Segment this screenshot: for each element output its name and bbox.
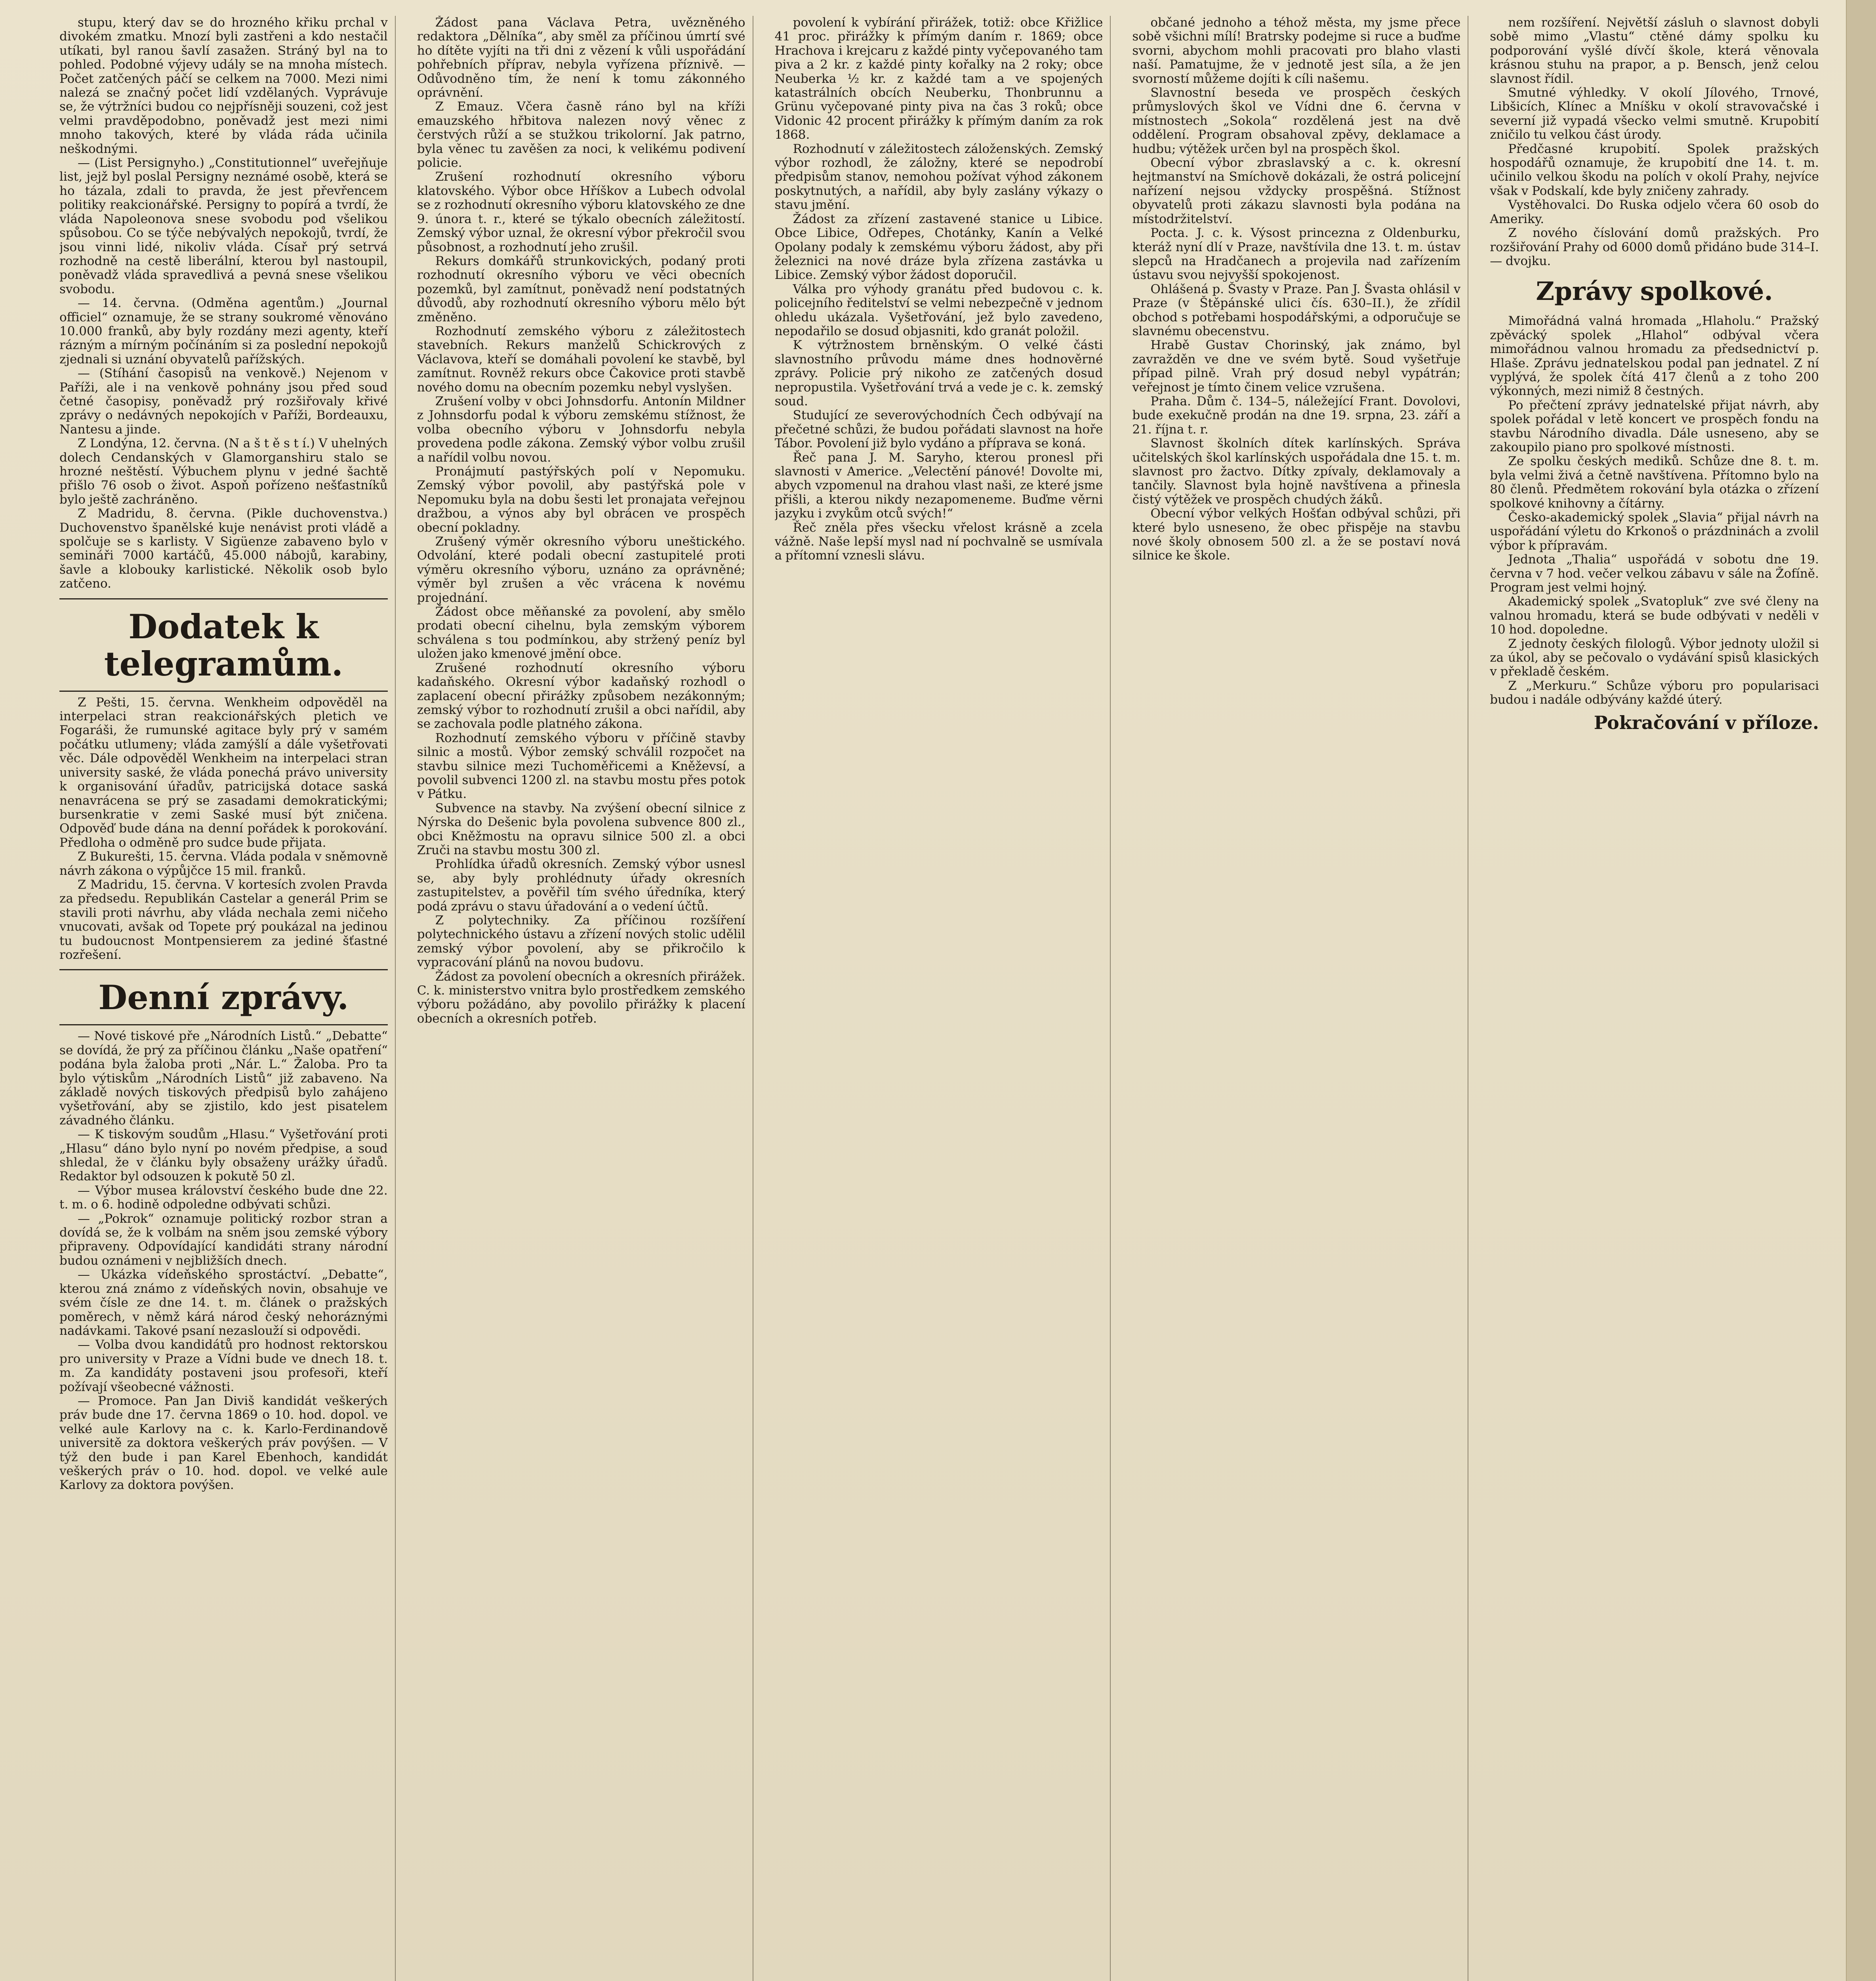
- article-paragraph: — Výbor musea království českého bude dne 22. t. m. o 6. hodině odpoledne odbývati schůzi.: [59, 1183, 388, 1212]
- article-paragraph: Z Londýna, 12. června. (N a š t ě s t í.) V uhelných dolech Cendanských v Glamorganshiru stalo se hrozné neštěstí. Výbuchem plynu v jedné šachtě přišlo 76 osob o život. Aspoň pořízeno nešťastníků bylo ještě zachráněno.: [59, 436, 388, 507]
- article-paragraph: Ze spolku českých mediků. Schůze dne 8. t. m. byla velmi živá a četně navštívena. Přítomno bylo na 80 členů. Předmětem rokování byla otázka o zřízení spolkové knihovny a čítárny.: [1490, 454, 1819, 511]
- article-paragraph: Prohlídka úřadů okresních. Zemský výbor usnesl se, aby byly prohlédnuty úřady okresních zastupitelstev, a pověřil tím svého úředníka, který podá zprávu o stavu úřadování a o vedení účtů.: [417, 857, 745, 914]
- column-1: [59, 16, 396, 1981]
- article-paragraph: Ohlášená p. Švasty v Praze. Pan J. Švasta ohlásil v Praze (v Štěpánské ulici čís. 630–II.), že zřídil obchod s potřebami hospodářskými, a odporučuje se slavnému obecenstvu.: [1132, 282, 1461, 338]
- article-paragraph: Obecní výbor zbraslavský a c. k. okresní hejtmanství na Smíchově dokázali, že ostrá policejní nařízení nejsou vždycky prospěšná. Stížnost obyvatelů proti zákazu slavnosti byla podána na místodržitelství.: [1132, 156, 1461, 226]
- article-paragraph: Z Bukurešti, 15. června. Vláda podala v sněmovně návrh zákona o výpůjčce 15 mil. franků.: [59, 849, 388, 878]
- column-3: [775, 16, 1111, 1981]
- section-heading: Zprávy spolkové.: [1536, 277, 1773, 307]
- article-paragraph: povolení k vybírání přirážek, totiž: obce Křižlice 41 proc. přirážky k přímým daním r. 1869; obce Hrachova i krejcaru z každé pinty vyčepovaného tam piva a 2 kr. z každé pinty kořalky na 2 roky; obce Neuberka ½ kr. z každé tam a ve spojených katastrálních obcích Neuberku, Thonbrunnu a Grünu vyčepované pinty piva na čas 3 roků; obce Vidonic 42 procent přirážky k přímým daním za rok 1868.: [774, 16, 1103, 142]
- article-paragraph: Studující ze severovýchodních Čech odbývají na přečetné schůzi, že budou pořádati slavnost na hoře Tábor. Povolení již bylo vydáno a příprava se koná.: [774, 408, 1103, 451]
- article-paragraph: Zrušené rozhodnutí okresního výboru kadaňského. Okresní výbor kadaňský rozhodl o zaplacení obecní přirážky způsobem nezákonným; zemský výbor to rozhodnutí zrušil a obci nařídil, aby se zachovala podle platného zákona.: [417, 660, 745, 731]
- article-paragraph: Žádost za zřízení zastavené stanice u Libice. Obce Libice, Odřepes, Chotánky, Kanín a Velké Opolany podaly k zemskému výboru žádost, aby při železnici na nové dráze byla zřízena zastávka u Libice. Zemský výbor žádost doporučil.: [774, 212, 1103, 282]
- section-rule: [59, 1024, 388, 1025]
- article-paragraph: Žádost za povolení obecních a okresních přirážek. C. k. ministerstvo vnitra bylo prostředkem zemského výboru požádáno, aby povolilo přirážky k placení obecních a okresních potřeb.: [417, 969, 745, 1026]
- column-2: [417, 16, 753, 1981]
- article-paragraph: Z jednoty českých filologů. Výbor jednoty uložil si za úkol, aby se pečovalo o vydávání spisů klasických v překladě českém.: [1490, 636, 1819, 679]
- article-paragraph: Smutné výhledky. V okolí Jílového, Trnové, Libšicích, Klínec a Mníšku v okolí stravovačské i severní již vypadá všecko velmi smutně. Krupobití zničilo tu velkou část úrody.: [1490, 86, 1819, 142]
- article-paragraph: Pronájmutí pastýřských polí v Nepomuku. Zemský výbor povolil, aby pastýřská pole v Nepomuku byla na dobu šesti let pronajata veřejnou dražbou, a výnos aby byl obrácen ve prospěch obecní pokladny.: [417, 464, 745, 535]
- article-paragraph: občané jednoho a téhož města, my jsme přece sobě všichni mílí! Bratrsky podejme si ruce a buďme svorni, abychom mohli pracovati pro blaho vlasti naší. Pamatujme, že v jednotě jest síla, a že jen svorností můžeme dojíti k cíli našemu.: [1132, 16, 1461, 86]
- section-rule: [59, 691, 388, 692]
- article-paragraph: Praha. Dům č. 134–5, náležející Frant. Dovolovi, bude exekučně prodán na dne 19. srpna, 23. září a 21. října t. r.: [1132, 394, 1461, 437]
- article-paragraph: — K tiskovým soudům „Hlasu.“ Vyšetřování proti „Hlasu“ dáno bylo nyní po novém předpise, a soud shledal, že v článku byly obsaženy urážky úřadů. Redaktor byl odsouzen k pokutě 50 zl.: [59, 1127, 388, 1184]
- article-paragraph: Slavnostní beseda ve prospěch českých průmyslových škol ve Vídni dne 6. června v místnostech „Sokola“ rozdělená jest na dvě oddělení. Program obsahoval zpěvy, deklamace a hudbu; výtěžek určen byl na prospěch škol.: [1132, 86, 1461, 156]
- article-paragraph: Zrušení volby v obci Johnsdorfu. Antonín Mildner z Johnsdorfu podal k výboru zemskému stížnost, že volba obecního výboru v Johnsdorfu nebyla provedena podle zákona. Zemský výbor volbu zrušil a nařídil volbu novou.: [417, 394, 745, 465]
- newspaper-columns: [59, 16, 1826, 1981]
- section-rule: [59, 598, 388, 599]
- page-edge-strip: [1846, 0, 1876, 1981]
- article-paragraph: Žádost pana Václava Petra, uvězněného redaktora „Dělníka“, aby směl za příčinou úmrtí své ho dítěte vyjíti na tři dni z vězení k vůli uspořádání pohřebních příprav, nebyla vyřízena příznivě. — Odůvodněno tím, že není k tomu zákonného oprávnění.: [417, 16, 745, 100]
- column-5: [1490, 16, 1826, 1981]
- article-paragraph: Mimořádná valná hromada „Hlaholu.“ Pražský zpěvácký spolek „Hlahol“ odbýval včera mimořádnou valnou hromadu za předsednictví p. Hlaše. Zprávu jednatelskou podal pan jednatel. Z ní vyplývá, že spolek čítá 417 členů a z toho 200 výkonných, mezi nimiž 8 čestných.: [1490, 314, 1819, 399]
- article-paragraph: Vystěhovalci. Do Ruska odjelo včera 60 osob do Ameriky.: [1490, 198, 1819, 226]
- article-paragraph: — „Pokrok“ oznamuje politický rozbor stran a dovídá se, že k volbám na sněm jsou zemské výbory připraveny. Odpovídající kandidáti strany národní budou oznámeni v nejbližších dnech.: [59, 1211, 388, 1268]
- article-paragraph: — 14. června. (Odměna agentům.) „Journal officiel“ oznamuje, že se strany soukromé věnováno 10.000 franků, aby byly rozdány mezi agenty, kteří rázným a mírným počínáním si za poslední nepokojů zjednali si uznání obyvatelů pařížských.: [59, 296, 388, 366]
- article-paragraph: Jednota „Thalia“ uspořádá v sobotu dne 19. června v 7 hod. večer velkou zábavu v sále na Žofíně. Program jest velmi hojný.: [1490, 552, 1819, 595]
- article-paragraph: Z nového číslování domů pražských. Pro rozšiřování Prahy od 6000 domů přidáno bude 314–I.— dvojku.: [1490, 226, 1819, 268]
- article-paragraph: Z Madridu, 15. června. V kortesích zvolen Pravda za předsedu. Republikán Castelar a generál Prim se stavili proti návrhu, aby vláda nechala zemi ničeho vnucovati, avšak od Topete prý poukázal na jedinou tu budoucnost Montpensierem za jediné šťastné rozřešení.: [59, 877, 388, 962]
- article-paragraph: stupu, který dav se do hrozného křiku prchal v divokém zmatku. Mnozí byli zastřeni a kdo nestačil utíkati, byl ranou šavlí zasažen. Stráný byl na to pohled. Podobné výjevy udály se na mnoha místech. Počet zatčených páčí se celkem na 7000. Mezi nimi nalezá se značný počet lidí vzdělaných. Vyprávuje se, že výtržníci budou co nejpřísněji souzeni, což jest velmi pravděpodobno, poněvadž jest mezi nimi mnoho takových, které by vláda ráda učinila neškodnými.: [59, 16, 388, 156]
- article-paragraph: — Nové tiskové pře „Národních Listů.“ „Debatte“ se dovídá, že prý za příčinou článku „Naše opatření“ podána byla žaloba proti „Nár. L.“ Žaloba. Pro ta bylo výtiskům „Národních Listů“ již zabaveno. Na základě nových tiskových předpisů bylo zahájeno vyšetřování, aby se zjistilo, kdo jest pisatelem závadného článku.: [59, 1029, 388, 1128]
- article-paragraph: Slavnost školních dítek karlínských. Správa učitelských škol karlínských uspořádala dne 15. t. m. slavnost pro žactvo. Dítky zpívaly, deklamovaly a tančily. Slavnost byla hojně navštívena a přinesla čistý výtěžek ve prospěch chudých žáků.: [1132, 436, 1461, 507]
- article-paragraph: Z „Merkuru.“ Schůze výboru pro popularisaci budou i nadále odbývány každé úterý.: [1490, 678, 1819, 707]
- article-paragraph: Z polytechniky. Za příčinou rozšíření polytechnického ústavu a zřízení nových stolic udělil zemský výbor povolení, aby se přikročilo k vypracování plánů na novou budovu.: [417, 913, 745, 970]
- column-4: [1132, 16, 1468, 1981]
- article-paragraph: Rekurs domkářů strunkovických, podaný proti rozhodnutí okresního výboru ve věci obecních pozemků, byl zamítnut, poněvadž není podstatných důvodů, aby rozhodnutí okresního výboru mělo být změněno.: [417, 254, 745, 324]
- article-paragraph: Žádost obce měňanské za povolení, aby smělo prodati obecní cihelnu, byla zemským výborem schválena s tou podmínkou, aby stržený peníz byl uložen jako kmenové jmění obce.: [417, 605, 745, 661]
- section-heading: Denní zprávy.: [98, 978, 349, 1017]
- article-paragraph: — (List Persignyho.) „Constitutionnel“ uveřejňuje list, jejž byl poslal Persigny neznámé osobě, která se ho tázala, zdali to pravda, že jest převřencem politiky reakcionářské. Persigny to popírá a tvrdí, že vláda Napoleonova snese svobodu pod všelikou spůsobou. Co se týče nebývalých nepokojů, tvrdí, že jsou vinni lidé, nikoliv vláda. Císař prý setrvá rozhodně na cestě liberální, kterou byl nastoupil, poněvadž vláda spravedlivá a pevná snese všelikou svobodu.: [59, 156, 388, 296]
- article-paragraph: Zrušení rozhodnutí okresního výboru klatovského. Výbor obce Hříškov a Lubech odvolal se z rozhodnutí okresního výboru klatovského ze dne 9. února t. r., které se týkalo obecních záležitostí. Zemský výbor uznal, že okresní výbor překročil svou působnost, a rozhodnutí jeho zrušil.: [417, 170, 745, 254]
- article-paragraph: Rozhodnutí zemského výboru z záležitostech stavebních. Rekurs manželů Schickrových z Václavova, kteří se domáhali povolení ke stavbě, byl zamítnut. Rovněž rekurs obce Čakovice proti stavbě nového domu na obecním pozemku nebyl vyslyšen.: [417, 324, 745, 395]
- article-paragraph: nem rozšíření. Největší zásluh o slavnost dobyli sobě mimo „Vlastu“ ctěné dámy spolku ku podporování vyšlé dívčí škole, která věnovala krásnou stuhu na prapor, a p. Bensch, jenž celou slavnost řídil.: [1490, 16, 1819, 86]
- article-paragraph: Řeč pana J. M. Saryho, kterou pronesl při slavnosti v Americe. „Velectění pánové! Dovolte mi, abych vzpomenul na drahou vlast naši, ze které jsme přišli, a kterou nikdy nezapomeneme. Buďme věrni jazyku i zvykům otců svých!“: [774, 450, 1103, 521]
- section-heading: Dodatek k telegramům.: [104, 607, 343, 683]
- article-paragraph: Po přečtení zprávy jednatelské přijat návrh, aby spolek pořádal v letě koncert ve prospěch fondu na stavbu Národního divadla. Dále usneseno, aby se zakoupilo piano pro spolkové místnosti.: [1490, 398, 1819, 454]
- article-paragraph: Česko-akademický spolek „Slavia“ přijal návrh na uspořádání výletu do Krkonoš o prázdninách a zvolil výbor k přípravám.: [1490, 510, 1819, 553]
- section-rule: [59, 969, 388, 970]
- article-paragraph: — Ukázka vídeňského sprostáctví. „Debatte“, kterou zná známo z vídeňských novin, obsahuje ve svém čísle ze dne 14. t. m. článek o pražských poměrech, v němž kárá národ český nehoráznými nadávkami. Takové psaní nezaslouží si odpovědi.: [59, 1267, 388, 1338]
- article-paragraph: — Promoce. Pan Jan Diviš kandidát veškerých práv bude dne 17. června 1869 o 10. hod. dopol. ve velké aule Karlovy na c. k. Karlo-Ferdinandově universitě za doktora veškerých práv povýšen. — V týž den bude i pan Karel Ebenhoch, kandidát veškerých práv o 10. hod. dopol. ve velké aule Karlovy za doktora povýšen.: [59, 1393, 388, 1492]
- article-paragraph: Z Pešti, 15. června. Wenkheim odpověděl na interpelaci stran reakcionářských pletich ve Fogaráši, že rumunské agitace byly prý v samém počátku utlumeny; vláda zamýšlí a dále vyšetřovati věc. Dále odpověděl Wenkheim na interpelaci stran university saské, že vláda ponechá právo university k organisování úřadův, patricijská dotace saská nenavrácena se prý se zasadami demokratickými; bursenkratie v zemi Saské musí být zničena. Odpověď bude dána na denní pořádek k porokování. Předloha o odměně pro sudce bude přijata.: [59, 695, 388, 850]
- article-paragraph: Obecní výbor velkých Hošťan odbýval schůzi, při které bylo usneseno, že obec přispěje na stavbu nové školy obnosem 500 zl. a že se postaví nová silnice ke škole.: [1132, 506, 1461, 563]
- article-paragraph: Akademický spolek „Svatopluk“ zve své členy na valnou hromadu, která se bude odbývati v neděli v 10 hod. dopoledne.: [1490, 594, 1819, 637]
- article-paragraph: — Volba dvou kandidátů pro hodnost rektorskou pro university v Praze a Vídni bude ve dnech 18. t. m. Za kandidáty postaveni jsou profesoři, kteří požívají všeobecné vážnosti.: [59, 1338, 388, 1394]
- article-paragraph: Rozhodnutí zemského výboru v příčině stavby silnic a mostů. Výbor zemský schválil rozpočet na stavbu silnice mezi Tuchoměřicemi a Kněževsí, a povolil subvenci 1200 zl. na stavbu mostu přes potok v Pátku.: [417, 731, 745, 802]
- article-paragraph: Zrušený výměr okresního výboru uneštického. Odvolání, které podali obecní zastupitelé proti výměru okresního výboru, uznáno za oprávněné; výměr byl zrušen a věc vrácena k novému projednání.: [417, 534, 745, 605]
- continuation-note: Pokračování v příloze.: [1594, 712, 1819, 733]
- article-paragraph: Hrabě Gustav Chorinský, jak známo, byl zavražděn ve dne ve svém bytě. Soud vyšetřuje případ pilně. Vrah prý dosud nebyl vypátrán; veřejnost je tímto činem velice vzrušena.: [1132, 338, 1461, 395]
- article-paragraph: Z Madridu, 8. června. (Pikle duchovenstva.) Duchovenstvo španělské kuje nenávist proti vládě a spolčuje se s karlisty. V Sigüenze zabaveno bylo v semináři 7000 kartáčů, 45.000 nábojů, karabiny, šavle a klobouky karlistické. Několik osob bylo zatčeno.: [59, 506, 388, 591]
- article-paragraph: Předčasné krupobití. Spolek pražských hospodářů oznamuje, že krupobití dne 14. t. m. učinilo velkou škodu na polích v okolí Prahy, nejvíce však v Podskalí, kde byly zničeny zahrady.: [1490, 141, 1819, 198]
- article-paragraph: Rozhodnutí v záležitostech záloženských. Zemský výbor rozhodl, že záložny, které se nepodrobí předpisům stanov, nemohou požívat výhod zákonem poskytnutých, a nařídil, aby byly zaslány výkazy o stavu jmění.: [774, 141, 1103, 212]
- article-paragraph: — (Stíhání časopisů na venkově.) Nejenom v Paříži, ale i na venkově pohnány jsou před soud četné časopisy, poněvadž prý rozšiřovaly křivé zprávy o nedávných nepokojích v Paříži, Bordeauxu, Nantesu a jinde.: [59, 366, 388, 437]
- article-paragraph: Z Emauz. Včera časně ráno byl na kříži emauzského hřbitova nalezen nový věnec z čerstvých růží a se stužkou trikolorní. Jak patrno, byla věnec tu zavěšen za noci, k velikému podivení policie.: [417, 99, 745, 170]
- article-paragraph: K výtržnostem brněnským. O velké části slavnostního průvodu máme dnes hodnověrné zprávy. Policie prý nikoho ze zatčených dosud nepropustila. Vyšetřování trvá a vede je c. k. zemský soud.: [774, 338, 1103, 408]
- article-paragraph: Řeč zněla přes všecku vřelost krásně a zcela vážně. Naše lepší mysl nad ní pochvalně se usmívala a přítomní vznesli slávu.: [774, 520, 1103, 563]
- article-paragraph: Subvence na stavby. Na zvýšení obecní silnice z Nýrska do Dešenic byla povolena subvence 800 zl., obci Kněžmostu na opravu silnice 500 zl. a obci Zruči na stavbu mostu 300 zl.: [417, 801, 745, 857]
- article-paragraph: Pocta. J. c. k. Výsost princezna z Oldenburku, kteráž nyní dlí v Praze, navštívila dne 13. t. m. ústav slepců na Hradčanech a projevila nad zařízením ústavu svou nejvyšší spokojenost.: [1132, 226, 1461, 282]
- article-paragraph: Válka pro výhody granátu před budovou c. k. policejního ředitelství se velmi nebezpečně v jednom ohledu ukázala. Vyšetřování, jež bylo zavedeno, nepodařilo se dosud objasniti, kdo granát položil.: [774, 282, 1103, 338]
